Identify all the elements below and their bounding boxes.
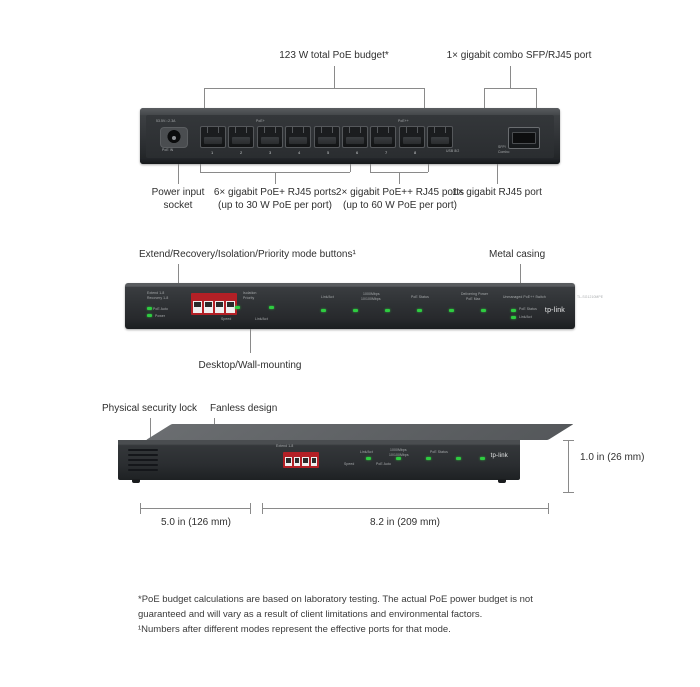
dip-switch-1[interactable] [285, 457, 292, 466]
leader-line [428, 164, 429, 172]
led-panel-face [125, 283, 604, 329]
status-label-poe-status: PoE Status [519, 307, 537, 311]
dip-switch-4[interactable] [311, 457, 318, 466]
leader-line [200, 164, 201, 172]
leader-line [510, 66, 511, 88]
mode-label-extend: Extend 1-8 [147, 291, 165, 295]
leader-line [399, 172, 400, 184]
led-port-3 [385, 309, 390, 312]
callout-combo-port: 1× gigabit combo SFP/RJ45 port [446, 50, 592, 61]
tplink-logo: tp-link [544, 307, 565, 314]
led-group-poe-status: PoE Status [411, 295, 429, 299]
rubber-foot [498, 479, 506, 483]
status-label-speed: Speed [221, 317, 232, 321]
chassis-front-surface [118, 440, 520, 480]
led-port-3 [426, 457, 431, 460]
product-type-label: Unmanaged PoE++ Switch [503, 295, 546, 299]
led-port-1 [366, 457, 371, 460]
led-link-act [269, 306, 274, 309]
dip-switch-3[interactable] [302, 457, 309, 466]
footnote-line-2: guaranteed and will vary as a result of client limitations and environmental factors. [138, 609, 483, 620]
perspective-label-poe-status: PoE Status [430, 450, 448, 454]
leader-line [497, 164, 498, 184]
dip-switch-1[interactable] [193, 301, 202, 313]
device-perspective-view [118, 424, 548, 494]
vent-slot [128, 459, 158, 461]
led-port-2 [396, 457, 401, 460]
dimension-line-depth [140, 508, 250, 509]
status-label-power: Power [155, 314, 166, 318]
dimension-tick [140, 503, 141, 514]
rj45-port-5 [314, 126, 340, 148]
panel-face [146, 115, 554, 158]
chassis-body [140, 108, 560, 164]
led-group-10100mbps: 10/100Mbps [361, 297, 381, 301]
led-port-5 [449, 309, 454, 312]
rj45-port-2 [228, 126, 254, 148]
mode-label-recovery: Recovery 1-8 [147, 296, 169, 300]
mode-dip-switch-block-perspective[interactable] [283, 452, 319, 468]
dc-input-label: 53.5V⎓2.3A [156, 119, 176, 123]
rj45-port-6 [342, 126, 368, 148]
callout-power-socket-line2: socket [163, 200, 193, 211]
rj45-port-1 [200, 126, 226, 148]
perspective-label-link-act: Link/Act [360, 450, 373, 454]
dimension-width-label: 8.2 in (209 mm) [369, 517, 441, 528]
perspective-label-speed: Speed [344, 462, 355, 466]
dimension-tick [548, 503, 549, 514]
dip-switch-2[interactable] [294, 457, 301, 466]
poe-plus-group-label: PoE+ [256, 119, 265, 123]
leader-line [536, 88, 537, 108]
vent-slot [128, 464, 158, 466]
model-number-label: TL-SG1210MPE [577, 295, 604, 299]
perspective-label-10100mbps: 10/100Mbps [389, 453, 409, 457]
footnote-line-1: *PoE budget calculations are based on laboratory testing. The actual PoE power budget is not [138, 594, 533, 605]
device-port-panel-view [140, 108, 560, 164]
port-number: 4 [298, 150, 301, 155]
led-port-2 [353, 309, 358, 312]
leader-line [275, 172, 276, 184]
led-port-4 [456, 457, 461, 460]
sfp-label-top: SFP/ [498, 145, 506, 149]
port-number: 8 [414, 150, 417, 155]
perspective-label-1000mbps: 1000Mbps [390, 448, 407, 452]
led-group-delivering-power: Delivering Power [461, 292, 489, 296]
status-label-link-act-right: Link/Act [519, 315, 532, 319]
callout-mode-buttons: Extend/Recovery/Isolation/Priority mode buttons¹ [139, 249, 356, 260]
leader-line [350, 164, 351, 172]
led-port-8 [511, 316, 516, 319]
rj45-port-3 [257, 126, 283, 148]
leader-line [178, 264, 179, 283]
sfp-combo-port [508, 127, 540, 149]
rj45-port-4 [285, 126, 311, 148]
rj45-port-9 [427, 126, 453, 148]
status-label-link-act: Link/Act [255, 317, 268, 321]
rj45-port-8 [399, 126, 425, 148]
status-label-poe-auto: PoE Auto [153, 307, 168, 311]
mode-label-isolation: Isolation [243, 291, 257, 295]
leader-line [370, 164, 371, 172]
leader-line [204, 88, 205, 108]
rj45-port-7 [370, 126, 396, 148]
dimension-tick [250, 503, 251, 514]
dimension-tick [262, 503, 263, 514]
dimension-line-width [262, 508, 548, 509]
perspective-label-poe-auto: PoE Auto [376, 462, 391, 466]
led-power [147, 314, 152, 317]
callout-security-lock: Physical security lock [102, 403, 198, 414]
power-input-socket [160, 127, 188, 148]
vent-slot [128, 454, 158, 456]
led-poe-auto [147, 307, 152, 310]
dimension-depth-label: 5.0 in (126 mm) [160, 517, 232, 528]
footnote-line-3: ¹Numbers after different modes represent the effective ports for that mode. [138, 624, 451, 635]
dimension-tick [563, 440, 574, 441]
led-port-7 [511, 309, 516, 312]
led-port-1 [321, 309, 326, 312]
led-group-link-act: Link/Act [321, 295, 334, 299]
port-number: 7 [385, 150, 388, 155]
callout-poe-budget: 123 W total PoE budget* [279, 50, 389, 61]
leader-line [204, 88, 424, 89]
vent-slot [128, 449, 158, 451]
led-port-6 [481, 309, 486, 312]
usb-group-label: USB 8/2 [446, 149, 460, 153]
port-number: 2 [240, 150, 243, 155]
device-led-panel-view [125, 283, 604, 329]
led-group-poe-max: PoE Max [466, 297, 481, 301]
port-number: 3 [269, 150, 272, 155]
leader-line [520, 264, 521, 283]
chassis-top-surface [146, 424, 574, 440]
port-number: 5 [327, 150, 330, 155]
callout-metal-casing: Metal casing [489, 249, 546, 260]
leader-line [484, 88, 485, 108]
callout-gigabit-rj45: 1× gigabit RJ45 port [452, 187, 542, 198]
sfp-label-bottom: Combo [498, 150, 510, 154]
leader-line [250, 329, 251, 353]
dimension-line-height [568, 440, 569, 492]
leader-line [334, 66, 335, 88]
callout-mounting: Desktop/Wall-mounting [198, 360, 302, 371]
port-number: 6 [356, 150, 359, 155]
perspective-label-extend: Extend 1-8 [276, 444, 294, 448]
led-port-5 [480, 457, 485, 460]
dip-switch-4[interactable] [226, 301, 235, 313]
dimension-tick [563, 492, 574, 493]
poe-in-label: PoE IN [162, 148, 174, 152]
chassis-top-edge [140, 108, 560, 115]
vent-slot [128, 469, 158, 471]
mode-dip-switch-block[interactable] [191, 293, 237, 315]
callout-poe-plus-line1: 6× gigabit PoE+ RJ45 ports [213, 187, 337, 198]
port-number: 1 [211, 150, 214, 155]
led-port-4 [417, 309, 422, 312]
callout-poe-pp-line1: 2× gigabit PoE++ RJ45 ports [335, 187, 465, 198]
callout-fanless: Fanless design [210, 403, 278, 414]
callout-power-socket-line1: Power input [151, 187, 205, 198]
rj45-port-row [200, 126, 453, 148]
led-speed [235, 306, 240, 309]
poe-pp-group-label: PoE++ [398, 119, 409, 123]
led-group-1000mbps: 1000Mbps [363, 292, 380, 296]
callout-poe-pp-line2: (up to 60 W PoE per port) [343, 200, 457, 211]
mode-label-priority: Priority [243, 296, 255, 300]
dimension-height-label: 1.0 in (26 mm) [580, 452, 645, 463]
tplink-logo-perspective: tp-link [490, 453, 508, 459]
callout-poe-plus-line2: (up to 30 W PoE per port) [218, 200, 332, 211]
dip-switch-3[interactable] [215, 301, 224, 313]
dip-switch-2[interactable] [204, 301, 213, 313]
leader-line [424, 88, 425, 108]
leader-line [484, 88, 536, 89]
leader-line [178, 164, 179, 184]
rubber-foot [132, 479, 140, 483]
